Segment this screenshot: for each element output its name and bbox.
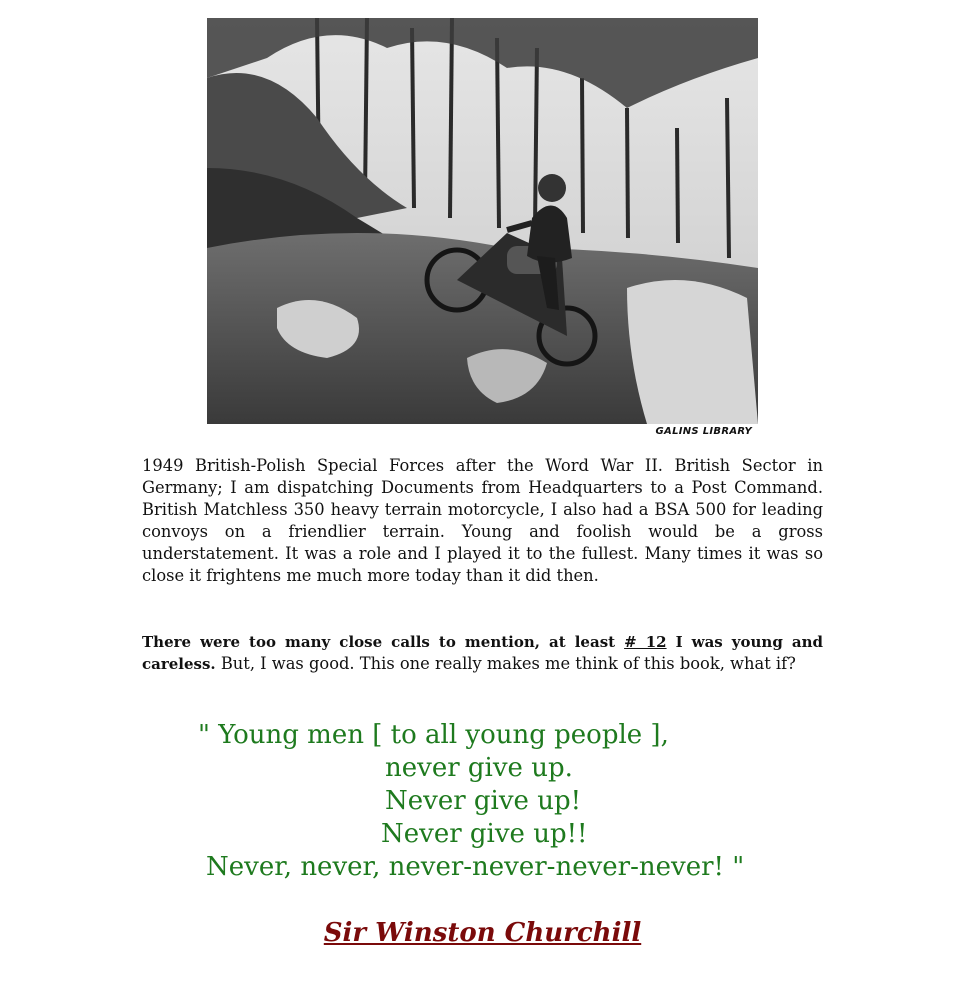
paragraph-history: 1949 British-Polish Special Forces after the Word War II. British Sector in Germany; I am dispatching Documents from Headquarters to a Post Command. British Matchless 350 heavy terrain motorcycle, I also had a BSA 500 for leading convoys on a friendlier terrain. Young and foolish would be a gross understatement. It was a role and I played it to the fullest. Many times it was so close it frightens me much more today than it did then. — [142, 456, 823, 585]
close-calls-number: # 12 — [624, 633, 667, 651]
quote-line-2: never give up. — [385, 753, 573, 783]
paragraph-close-calls — [142, 631, 823, 675]
quote-line-5: Never, never, never-never-never-never! " — [206, 852, 745, 882]
close-calls-lead: There were too many close calls to mention, at least — [142, 633, 616, 651]
quote-line-3: Never give up! — [385, 786, 582, 816]
photo-illustration — [207, 18, 758, 424]
author-name: Sir Winston Churchill — [323, 918, 642, 948]
close-calls-rest: But, I was good. This one really makes me think of this book, what if? — [220, 654, 796, 673]
quote-line-4: Never give up!! — [381, 819, 588, 849]
quote-author — [0, 918, 965, 948]
motorcycle-photo — [207, 18, 758, 424]
quote-line-1: " Young men [ to all young people ], — [198, 720, 669, 750]
churchill-quote — [150, 719, 815, 884]
close-calls-tail: I was young and careless. — [142, 633, 823, 673]
photo-caption: GALINS LIBRARY — [655, 426, 752, 437]
